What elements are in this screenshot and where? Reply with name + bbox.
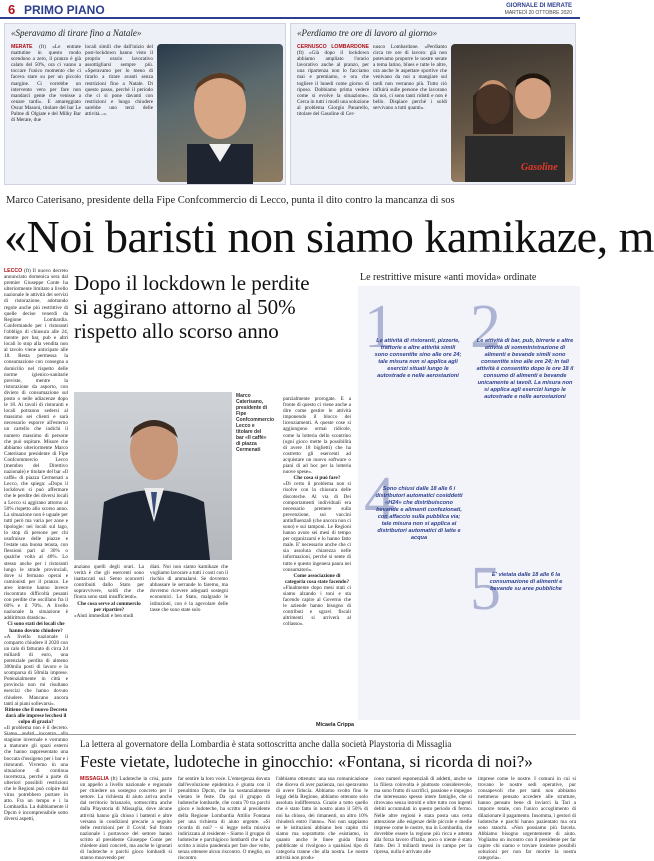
dateline-label: LECCO	[4, 268, 23, 274]
portrait-man-icon	[74, 392, 232, 560]
article-text: «Finalmente dopo mesi stati ci siamo alzando i toni e sta facendo capire al Governo che le aziende hanno bisogno di contributi e sgravi fiscali altrimenti si arriverà al collasso».	[283, 584, 351, 628]
article-column: l'abbiamo ottenuto: una sua comunicazione che diceva di aver pazienza, noi speravamo di avere fiducia. Abbiamo svolto fino le leggi della Regione, abbiamo ottenuto solo assoluta indifferenza. Grazie a tutto quello che è stato fatto in nostro aiuto il 50% di noi ha chiuso, dei rimanenti, un altro 10% chiuderà entro l'anno». Noi non sappiamo se le istituzioni abbiano ben capito chi siamo ma soprattutto che esistiamo, in quanto anche le linee guida finora pubblicate si rivolgono a qualsiasi tipo di categoria tranne che alla nostra. Le nostre attività non produ-	[276, 776, 368, 861]
side-box-text: nusco Lombardone. «Perdiamo circa tre ore di lavoro: già non potevamo proporre le nostre serate a tema latino, blues e tutte le altre, ora anche le aspettare sportive che venivano da noi a mangiare sul tardi non verranno più. Tutto ciò influirà sulle persone che lavorano da noi, ci sono tanti ridotti e non è bello. Dispiace perché i soldi servivano a tutti quanti».	[373, 44, 447, 111]
rule-number: 2	[470, 293, 501, 361]
rule-number: 4	[364, 465, 395, 533]
side-box-right	[290, 23, 576, 185]
article-photo	[74, 392, 232, 560]
side-box-title: «Perdiamo tre ore di lavoro al giorno»	[297, 28, 438, 38]
article-text: «Di certo il problema non si risolve con la chiusura delle discoteche. Al via di Dei comportamenti individuali era necessario premere sulla prevenzione, sui vaccini antinfluenzali (che ancora non ci sono) e sui tamponi. Le Regioni hanno avuto sei mesi di tempo per organizzarsi e lo hanno fatto male. E' necessario anche che ci sia assoluta chiarezza nelle informazioni, perché si sente di tutto e questo ingenera paura nei consumatori».	[283, 481, 351, 573]
article-question: Come associazione di categoria cosa state facendo?	[284, 572, 350, 585]
publication-name: GIORNALE DI MERATE	[506, 3, 572, 9]
article-text: LECCO (ft) Il nuovo decreto annunciato domenica sera dal premier Giuseppe Conte ha ulteriormente limitato a livello nazionale le attività dei servizi di ristorazione, adottando regole anche più restrittive di quelle decise venerdì da Regione Lombardia. Confermando per i ristoranti l'obbligo di chiusura alle 24, mentre per bar, pub e altri locali lo stop alla vendita non al tavolo viene anticipato alle 18. Resta permessa la consumazione con consegna a domicilio nel rispetto delle norme igienico-sanitarie previste, mentre la ristorazione da asporto, con divieto di consumazione sul posto o nelle adiacenze dopo le 18. Ai tavoli di ristoranti e locali potranno sedersi al massimo sei clienti e sarà necessario esporre all'esterno un cartello che indichi il numero massimo di persone che può ospitare. Misure che abbiamo ulteriormente Marco Caterisano presidente di Fipe Confcommercio Lecco (membro del Direttivo nazionale) e titolare del bar «Il caffè» di piazza Cermenati a Lecco, che spiega: «Dopo il lockdown si può affermare che le perdite dei diversi locali a Lecco si aggirano attorno al 50% rispetto allo scorso anno. La situazione non è uguale per tutti però ma varia per zone e tipologie: nei locali sul lago, lo stop di persone per chi usufruisce delle piazze e l'estate una buona tenuta, con flessioni pari al 30% o qualche volta al 40%. Lo stesso anche per i ristoranti lungo le strade provinciali, dove si fermano operai e camionisti per il pranzo. Le aree interne hanno invece riscontrato difficoltà pesanti con perdite che oscillano fra il 60% e il 70%. A livello nazionale la situazione è addirittura drastica».	[4, 268, 68, 622]
side-box-text: CERNUSCO LOMBARDONE (ft) «Già dopo il lockdown abbiamo ampliato l'orario lavorativo anche al pranzo, per una ripartenza non lo facciamo mai e premiamo, e ora che togliere il lunedì come giorno di riposo. Dobbiamo prima vedere come si evolve la situazione». Cerca in tutti i modi una soluzione al problema Giorgio Panarello, titolare del Gasoline di Cer-	[297, 44, 369, 118]
article-text: «Il problema non è il decreto. stagione invernale e vorranno a maturare gli spazi esterni che hanno rappresentato una boccata d'ossigeno per i bar e i ristoranti. Vivremo in una situazione di continua incertezza, perché a parte di ulteriori possibili restrizioni che le Regioni può colpire dal virus potrebbero portare in atto. Fra un tempo e i la Lombardia. La dubbiamente il Dpcm è incomprensibile sotto diversi aspetti,	[4, 725, 68, 823]
article-text: diati. Noi non siamo kamikaze che vogliamo lavorare a tutti i costi con il rischio di ammalarsi. Se dovremo abbassare le serrande lo faremo, ma dovremo ricevere adeguati sostegni economici. Lo Stato, malgrado le istituzioni, con è la agevolare delle tasse che sono state solo	[150, 564, 228, 613]
bottom-divider	[4, 734, 576, 735]
side-box-text: MERATE (ft) «Le entrate mattutine in questo modo scendono a zero, il pranzo è già calato del 50%, ora ci vanno a toccare l'unico momento che ci faceva stare su per un piccolo margine. Ci vorrebbe un intervento vero per fare non mandarci gente che venisse a cenare tardi». E amareggiato Oscar Masoni, titolare del bar Le Palme di Olgiate e del Milky Bar di Merate, due	[11, 44, 81, 124]
gasoline-sign: Gasoline	[521, 162, 558, 173]
article-kicker: Marco Caterisano, presidente della Fipe Confcommercio di Lecco, punta il dito contro la mancanza di sos	[6, 195, 455, 206]
article-text: parzialmente prorogate. E a fronte di questo ci viene anche a dire come gestire le attività imponendo il blocco dei licenziamenti. A queste cose si aggiungono ormai ridicole, come la lotteria dello scontrino (ogni gioco mette la possibilità di avere 18 biglietti) che ha costretto gli esercenti ad acquistare un nuovo software o piani di ad hoc per la lotteria nuove spese».	[283, 396, 351, 476]
article-subheadline	[74, 271, 374, 343]
article-text: «A livello nazionale il comparto chiudere il 2020 con un calo di fatturato di circa 24 miliardi di euro, una potenziale perdita di almeno 300mila posti di lavoro e la scomparsa di 50mila imprese. Potenzialmente in città e provincia non mi risultano esercizi che hanno dovuto chiudere. Mancano ancora tanti ai piani sollevarsi».	[4, 633, 68, 707]
subheadline-line: si aggirano attorno al 50%	[74, 295, 296, 319]
rule-number: 5	[470, 555, 501, 623]
side-box-text: locali simili che dall'inizio del post-lockdown hanno visto il proprio orario lavorativo assottigliarsi sempre più. «Speravamo per lo meno di tirarlo a tirare avanti senza restrizioni fino a Natale. Di questo passo, perché il periodo che ci si pone davanti con restrizioni e lungo chiudere sarebbe uno terzi delle attività...».	[85, 44, 153, 118]
header-rule	[0, 17, 580, 19]
article-question: Che cosa serve al commercio per ripartire?	[77, 600, 141, 613]
portrait-photo	[157, 44, 283, 182]
rule-number: 1	[364, 293, 395, 361]
section-title: PRIMO PIANO	[24, 3, 105, 17]
portrait-photo	[451, 44, 573, 182]
article-text: «Aiuti immediati e ben studi	[74, 612, 134, 619]
rule-text: E' vietata dalle 18 alle 6 la consumazione di alimenti e bevande su aree pubbliche	[489, 572, 563, 592]
portrait-man-icon	[157, 44, 283, 182]
article-question: Che cosa si può fare?	[293, 475, 341, 482]
article-column	[4, 268, 68, 823]
dateline-label: CERNUSCO LOMBARDONE	[297, 44, 369, 50]
article-question: Ritiene che il nuovo Decreto darà alle imprese lecchesi il colpo di grazia?	[4, 706, 68, 725]
rules-subtitle: Le restrittive misure «anti movida» ordinate	[360, 272, 537, 283]
dateline-label: MISSAGLIA	[80, 776, 111, 782]
side-box-title: «Speravamo di tirare fino a Natale»	[11, 28, 142, 38]
bottom-kicker: La lettera al governatore della Lombardia è stata sottoscritta anche dalla società Playstoria di Missaglia	[80, 739, 452, 749]
article-column	[150, 564, 228, 730]
article-column	[74, 564, 144, 730]
photo-caption: Marco Caterisano, presidente di Fipe Confcommercio Lecco e titolare del bar «Il caffè» di piazza Cermenati	[236, 393, 275, 453]
article-column: cono numeri esponenziali di addetti, anche se la filiera coinvolta è piuttosto considerevole, ma sono frutto di sacrifici, passione e impegno che interessano spesso intere famiglie, che si ritrovano senza introiti e oltre tutto con ingenti debiti accumulati in questo periodo di fermo. Nelle altre regioni è stata posta una certa attenzione alle esigenze delle piccole e medie imprese come le nostre, ma in Lombardia, che dovrebbe essere la regione più ricca e attenta alla forza lavoro d'Italia, poco o niente è stato fatto. Dei 3 miliardi messi in campo per la ripresa, nulla è arrivato alle	[374, 776, 472, 856]
side-box-left	[4, 23, 286, 185]
page-number: 6	[8, 2, 16, 17]
article-column: MISSAGLIA (ft) Ludoteche in crisi, parte un appello a livello nazionale e regionale per chiedere un sostegno concreto per il settore. La richiesta di aiuto arriva anche dal territorio brianzolo, sottoscritta anche dalla Playstoria di Missaglia, dove alcune attività hanno già chiuso i battenti e altre versano in condizioni precarie a seguito delle restrizioni per il Covid. Sul fronte nazionale i portavoce del settore hanno scritto al presidente Giuseppe Conte per chiedere aiuti concreti, ma anche le ignotati di ludoteche e parchi gioco lombardi si stanno muovendo per	[80, 776, 172, 861]
rule-text: Le attività di ristoranti, pizzerie, trattorie e altre attività simili sono consentite sino alle ore 24; tale misura non si applica agli esercizi situati lungo le autostrade e nelle aerostazioni	[374, 338, 462, 379]
rule-text: Sono chiusi dalle 18 alle 6 i distributori automatici cosiddetti «H24» che distribuiscono bevande e alimenti confezionati, con affaccio sulla pubblica via; tale misura non si applica ai distributori automatici di latte e acqua	[375, 486, 463, 541]
dateline-label: MERATE	[11, 44, 40, 50]
article-headline: «Noi baristi non siamo kamikaze, m	[4, 211, 654, 262]
rule-text: Le attività di bar, pub, birrerie e altre attività di somministrazione di alimenti e bevande simili sono consentite sino alle ore 24; in tali attività è consentito dopo le ore 18 il consumo di alimenti e bevande unicamente ai tavoli. La misura non si applica agli esercizi lungo le autostrade e nelle aerostazioni	[476, 338, 574, 400]
bottom-headline: Feste vietate, ludoteche in ginocchio: «Fontana, si ricorda di noi?»	[80, 752, 533, 771]
article-column: imprese come le nostre. I comuni in cui si trovano le nostre sedi operative, pur consapevoli che per tanti non abbiamo nemmeno pensato accedere alle strutture, hanno pensato bene di inviarci la Tari a imporre totale, con l'unico accoglimento di dilazionare il pagamento. Insomma, i gestori di ludoteche e parchi hanno pazientato ma ora sono stanchi. «Non possiamo più farcela. Abbiamo bisogno urgentemente di aiuto. Vogliamo un incontro con il presidente per far capire chi siamo e trovare insieme possibili soluzioni per non far morire la nostra categoria».	[478, 776, 576, 861]
publication-date: MARTEDÌ 20 OTTOBRE 2020	[504, 10, 572, 16]
rules-box	[358, 286, 580, 720]
subheadline-line: rispetto allo scorso anno	[74, 319, 279, 343]
article-column	[283, 396, 351, 720]
article-signature: Micaela Crippa	[316, 722, 355, 728]
article-question: Ci sono stati dei locali che hanno dovuto chiudere?	[7, 621, 65, 634]
subheadline-line: Dopo il lockdown le perdite	[74, 271, 310, 295]
article-text: anziano quelli degli orari. La verità è che gli esercenti sono inattaccati sul. Sento sconcerti contribuiti dallo Stato per sopravvivere, soldi che che finora sono stati insufficienti».	[74, 564, 144, 601]
article-column: far sentire la loro voce. L'emergenza dovuta dall'evoluzione epidemica è giunta con il penultimo Dpcm, che ha sostanzialmente vietato le feste. Da qui il gruppo di ludoteche lombarde, che conta 70 tra parchi gioco e ludoteche, ha scritto al presidente della Regione Lombardia Attilio Fontana per una richiesta di aiuto urgente. «Si ricorda di noi? - si legge nella missiva indirizzata al residente - Siamo il gruppo di ludoteche e parchigioco lombardi che si ha scritto a inizio pandemia per fare due volte, senza ottenere alcun riscontro. O meglio, un riscontro	[178, 776, 270, 861]
